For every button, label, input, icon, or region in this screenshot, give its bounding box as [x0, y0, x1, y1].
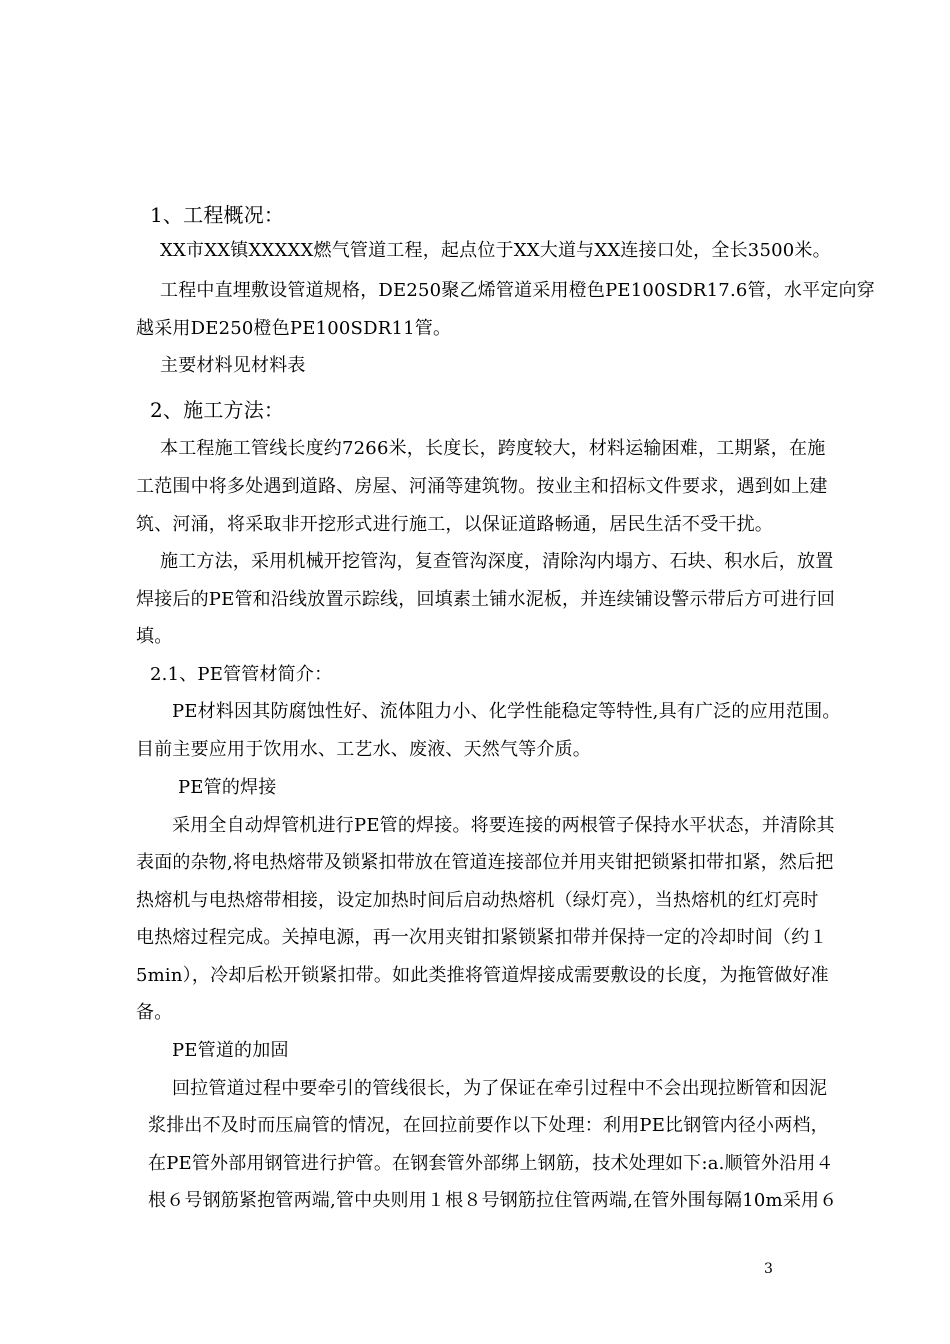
section-2-paragraph-2-line-2: 焊接后的PE管和沿线放置示踪线，回填素土铺水泥板，并连续铺设警示带后方可进行回: [136, 589, 836, 610]
section-2-paragraph-1-line-1: 本工程施工管线长度约7266米，长度长，跨度较大，材料运输困难，工期紧，在施: [160, 438, 826, 459]
section-2-1-paragraph-line-1: PE材料因其防腐蚀性好、流体阻力小、化学性能稳定等特性,具有广泛的应用范围。: [172, 701, 841, 722]
section-1-paragraph-1: XX市XX镇XXXXX燃气管道工程，起点位于XX大道与XX连接口处，全长3500米。: [160, 240, 831, 261]
section-2-paragraph-2-line-1: 施工方法，采用机械开挖管沟，复查管沟深度，清除沟内塌方、石块、积水后，放置: [160, 551, 834, 572]
reinforce-line-2: 浆排出不及时而压扁管的情况，在回拉前要作以下处理：利用PE比钢管内径小两档，: [148, 1115, 829, 1136]
section-2-1-paragraph-line-2: 目前主要应用于饮用水、工艺水、废液、天然气等介质。: [136, 739, 591, 760]
section-2-paragraph-1-line-2: 工范围中将多处遇到道路、房屋、河涌等建筑物。按业主和招标文件要求，遇到如上建: [136, 476, 828, 497]
welding-line-5: 5min），冷却后松开锁紧扣带。如此类推将管道焊接成需要敷设的长度，为拖管做好准: [136, 965, 829, 986]
reinforce-line-3: 在PE管外部用钢管进行护管。在钢套管外部绑上钢筋，技术处理如下:a.顺管外沿用４: [148, 1153, 834, 1174]
section-1-heading: 1、工程概况：: [150, 203, 285, 227]
section-2-heading: 2、施工方法：: [150, 398, 285, 422]
reinforce-line-4: 根６号钢筋紧抱管两端,管中央则用１根８号钢筋拉住管两端,在管外围每隔10m采用６: [148, 1190, 838, 1211]
page-number: 3: [764, 1261, 774, 1277]
reinforce-heading: PE管道的加固: [172, 1040, 289, 1061]
reinforce-line-1: 回拉管道过程中要牵引的管线很长，为了保证在牵引过程中不会出现拉断管和因泥: [172, 1078, 828, 1099]
section-2-paragraph-1-line-3: 筑、河涌，将采取非开挖形式进行施工，以保证道路畅通，居民生活不受干扰。: [136, 514, 773, 535]
welding-line-6: 备。: [136, 1002, 173, 1023]
welding-line-4: 电热熔过程完成。关掉电源，再一次用夹钳扣紧锁紧扣带并保持一定的冷却时间（约１: [136, 927, 828, 948]
section-1-paragraph-2-line-2: 越采用DE250橙色PE100SDR11管。: [136, 318, 452, 339]
section-1-paragraph-3: 主要材料见材料表: [160, 355, 306, 376]
welding-line-1: 采用全自动焊管机进行PE管的焊接。将要连接的两根管子保持水平状态，并清除其: [172, 815, 835, 836]
section-2-1-heading: 2.1、PE管管材简介：: [150, 664, 333, 685]
welding-heading: PE管的焊接: [178, 777, 277, 798]
welding-line-2: 表面的杂物,将电热熔带及锁紧扣带放在管道连接部位并用夹钳把锁紧扣带扣紧，然后把: [136, 852, 834, 873]
welding-line-3: 热熔机与电热熔带相接，设定加热时间后启动热熔机（绿灯亮），当热熔机的红灯亮时: [136, 890, 819, 911]
section-2-paragraph-2-line-3: 填。: [136, 626, 173, 647]
section-1-paragraph-2-line-1: 工程中直埋敷设管道规格，DE250聚乙烯管道采用橙色PE100SDR17.6管，水平定向穿: [160, 280, 875, 301]
